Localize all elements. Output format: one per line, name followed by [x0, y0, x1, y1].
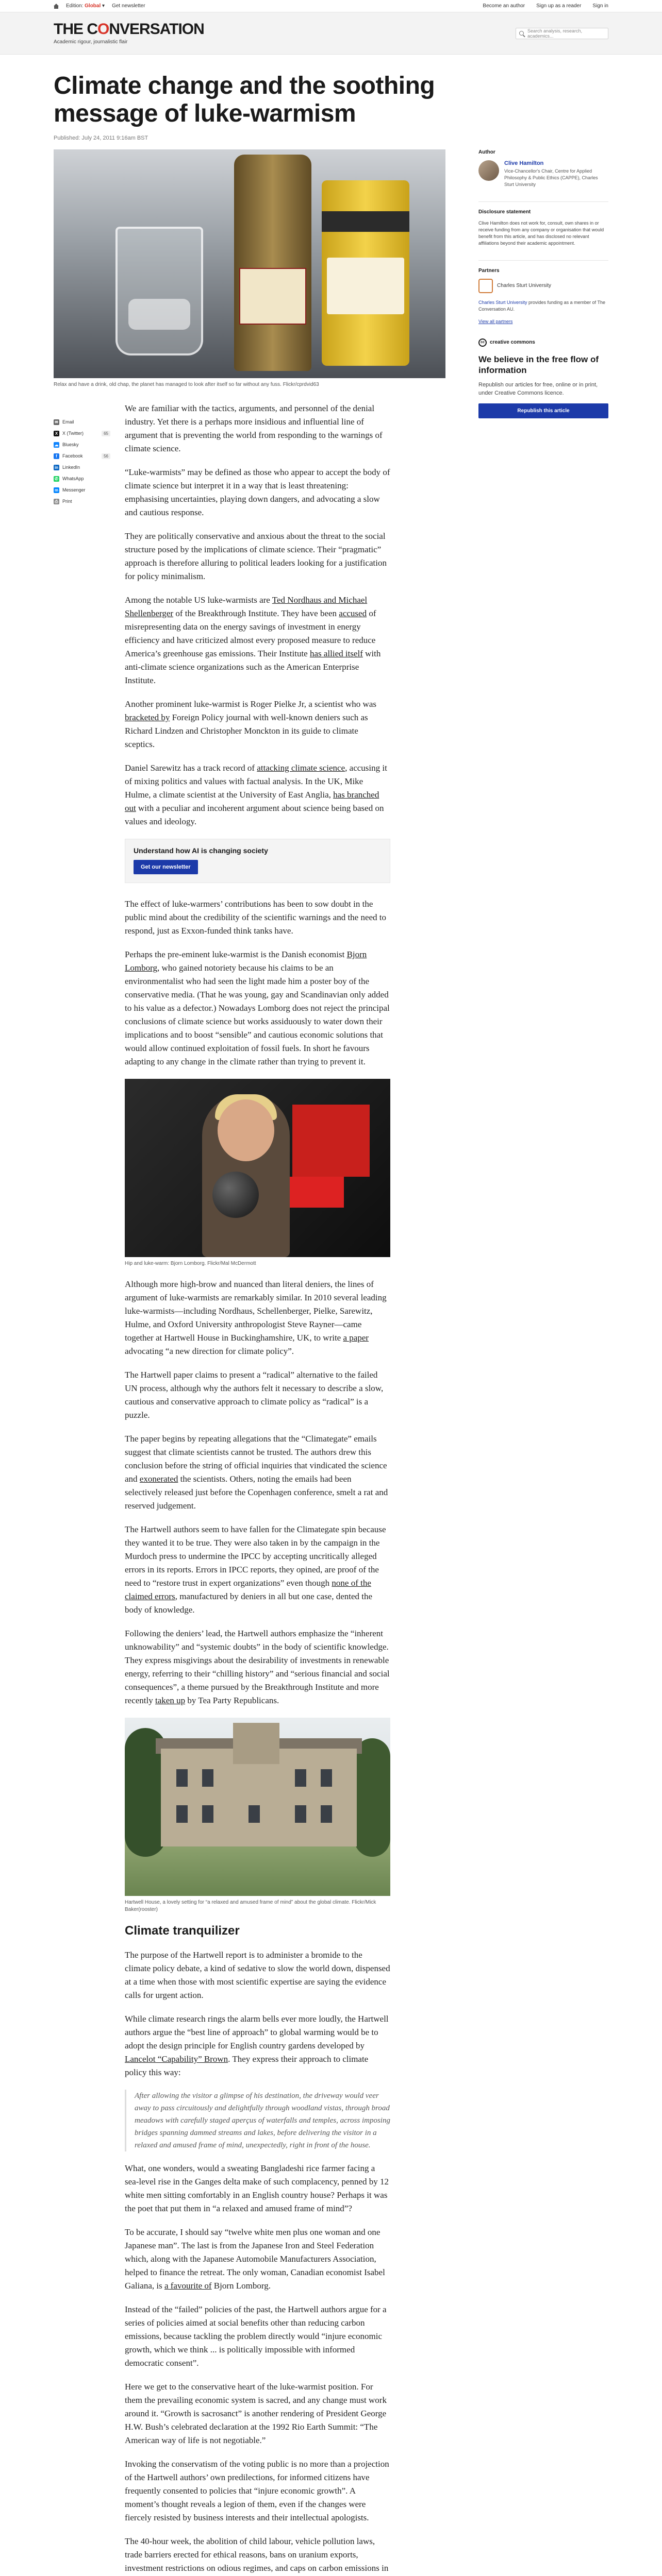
partners-heading: Partners	[478, 268, 500, 274]
paragraph: Here we get to the conservative heart of the luke-warmist position. For them the prevailing economic system is sacred, and any change must work around it. “Growth is sacrosanct” is another rendering of President George H.W. Bush’s celebrated declaration at the 1992 Rio Earth Summit: “The American way of life is not negotiable.”	[125, 2382, 387, 2445]
share-twitter[interactable]	[54, 429, 110, 438]
text-run: The Hartwell authors seem to have fallen for the Climategate spin because they wanted it to be true. They were also taken in by the campaign in the Murdoch press to undermine the IPCC by accepting uncritically alleged errors in its reports. Errors in IPCC reports, they opined, are proof of the need to “restore trust in expert organizations” even though	[125, 1524, 386, 1588]
text-run: , who gained notoriety because his claims to be an environmentalist who had seen the light made him a poster boy of the conservative media. (That he was young, gay and Scandinavian only added to his value as a defector.) Nowadays Lomborg does not reject the principal conclusions of climate science but works assiduously to water down their implications and to boost “sensible” and cautious economic solutions that would allow continued exploitation of fossil fuels. In short he favours adapting to any change in the climate rather than trying to prevent it.	[125, 963, 390, 1066]
text-run: Bjorn Lomborg.	[211, 2281, 271, 2291]
paragraph: What, one wonders, would a sweating Bangladeshi rice farmer facing a sea-level rise in the Ganges delta make of such complacency, penned by 12 white men sitting comfortably in an English country house? Perhaps it was the poet that put them in “a relaxed and amused frame of mind”?	[125, 2163, 389, 2213]
cc-icon: cc	[478, 338, 487, 347]
paragraph: Invoking the conservatism of the voting public is no more than a projection of the Hartwell authors’ own predilections, for informed citizens have frequently consented to policies that “injure economic growth”. A moment’s thought reveals a legion of them, even if the changes were fiercely resisted by business interests and their intellectual apologists.	[125, 2459, 389, 2522]
partner-logo-icon	[478, 279, 493, 293]
lomborg-image	[125, 1079, 390, 1257]
logo-text-start: THE C	[54, 21, 97, 38]
paragraph	[125, 1523, 390, 1617]
window-shape	[321, 1805, 332, 1823]
share-twitter-label: X (Twitter)	[62, 431, 84, 436]
paragraph	[125, 2012, 390, 2079]
text-run: provides funding as a member of The Conversation AU.	[478, 300, 605, 312]
exonerated-link[interactable]: exonerated	[139, 1474, 178, 1484]
text-run: While climate research rings the alarm bells ever more loudly, the Hartwell authors argue the “best line of approach” to global warming would be to adopt the design principle for English country gardens developed by	[125, 2014, 389, 2050]
block-quote: After allowing the visitor a glimpse of his destination, the driveway would veer away to pass circuitously and delightfully through woodland vistas, through broad meadows with carefully staged aperçus of waterfalls and temples, across imposing bridges spanning dammed streams and lakes, before delivering the visitor in a relaxed and amused frame of mind, unexpectedly, right in front of the house.	[125, 2090, 390, 2151]
site-tagline: Academic rigour, journalistic flair	[54, 39, 128, 45]
paragraph: The Hartwell paper claims to present a “radical” alternative to the failed UN process, although why the authors felt it necessary to describe a slow, cautious and conservative approach to climate policy as “radical” is a puzzle.	[125, 1370, 384, 1420]
youtube-backdrop-shape	[287, 1177, 344, 1208]
bracketed-link[interactable]: bracketed by	[125, 713, 170, 722]
window-shape	[202, 1769, 213, 1787]
lomborg-caption: Hip and luke-warm: Bjorn Lomborg. Flickr/Mal McDermott	[125, 1261, 256, 1266]
facebook-icon: f	[54, 453, 59, 459]
share-linkedin[interactable]	[54, 463, 110, 472]
hero-image	[54, 149, 445, 378]
paragraph	[125, 698, 390, 751]
x-icon: X	[54, 431, 59, 436]
share-facebook-label: Facebook	[62, 453, 83, 459]
section-heading: Climate tranquilizer	[125, 1924, 240, 1938]
paragraph	[125, 2226, 390, 2293]
accused-link[interactable]: accused	[339, 608, 367, 618]
search-icon	[519, 31, 524, 36]
cnn-backdrop-shape	[292, 1105, 370, 1177]
whatsapp-icon: ✆	[54, 476, 59, 482]
email-icon: ✉	[54, 419, 59, 425]
text-run: with a peculiar and incoherent argument about science being based on values and ideology.	[125, 803, 384, 826]
text-run: of the Breakthrough Institute. They have been	[173, 608, 339, 618]
text-run: To be accurate, I should say “twelve white men plus one woman and one Japanese man”. The last is from the Japanese Iron and Steel Federation which, along with the Japanese Automobile Manufacturers Association, helped to finance the retreat. The only woman, Canadian economist Isabel Galiana, is	[125, 2227, 385, 2291]
attacking-science-link[interactable]: attacking climate science	[257, 763, 345, 773]
cc-label: creative commons	[490, 340, 535, 345]
hero-caption: Relax and have a drink, old chap, the planet has managed to look after itself so far without any fuss. Flickr/cprdvid63	[54, 382, 319, 387]
home-icon[interactable]	[54, 4, 59, 9]
lomborg-link[interactable]: Bjorn Lomborg	[125, 950, 367, 973]
text-run: Although more high-brow and nuanced than literal deniers, the lines of argument of luke-warmists are remarkably similar. In 2010 several leading luke-warmists—including Nordhaus, Schellenberger, Pielke, Sarewitz, Hulme, and Oxford University anthropologist Steve Rayner—came together at Hartwell House in Buckinghamshire, UK, to write	[125, 1279, 387, 1343]
claimed-errors-link[interactable]: none of the claimed errors	[125, 1578, 371, 1601]
partner-link[interactable]: Charles Sturt University	[478, 300, 527, 305]
text-run: the scientists. Others, noting the emails had been selectively released just before the Copenhagen conference, smelt a rat and reserved judgement.	[125, 1474, 388, 1511]
share-column	[54, 417, 110, 508]
tower-shape	[233, 1723, 279, 1764]
text-run: Daniel Sarewitz has a track record of	[125, 763, 257, 773]
share-bluesky[interactable]	[54, 440, 110, 449]
house-caption: Hartwell House, a lovely setting for “a relaxed and amused frame of mind” about the global climate. Flickr/Mick Baker(rooster)	[125, 1900, 376, 1912]
edition-selector[interactable]	[66, 3, 105, 9]
favourite-link[interactable]: a favourite of	[164, 2281, 212, 2291]
article-header	[54, 72, 445, 141]
edition-value[interactable]: Global	[85, 3, 101, 9]
can-label-shape	[327, 258, 404, 314]
chevron-down-icon: ▾	[102, 3, 105, 9]
text-run: , manufactured by deniers in all but one case, dented the body of knowledge.	[125, 1591, 373, 1615]
author-role: Vice-Chancellor's Chair, Centre for Applied Philosophy & Public Ethics (CAPPE), Charles Sturt University	[504, 168, 598, 187]
hartwell-paper-link[interactable]: a paper	[343, 1333, 369, 1343]
window-shape	[176, 1805, 188, 1823]
edition-label: Edition:	[66, 3, 84, 9]
paragraph	[125, 948, 390, 1069]
share-email[interactable]	[54, 417, 110, 427]
paragraph: They are politically conservative and anxious about the threat to the social structure posed by the implications of climate science. Their “pragmatic” approach is therefore alluring to political leaders looking for a justification for policy minimalism.	[125, 531, 387, 581]
text-run: Following the deniers’ lead, the Hartwell authors emphasize the “inherent unknowability” and “systemic doubts” in the body of scientific knowledge. They express misgivings about the desirability of investments in renewable energy, referring to their “chilling history” and “serious financial and social consequences”, a theme pursued by the Breakthrough Institute and more recently	[125, 1629, 390, 1705]
site-logo[interactable]	[54, 22, 204, 45]
text-run: by Tea Party Republicans.	[185, 1696, 279, 1705]
face-shape	[218, 1099, 274, 1161]
messenger-icon: m	[54, 487, 59, 493]
paragraph	[125, 761, 390, 828]
search-placeholder: Search analysis, research, academics...	[527, 28, 583, 39]
logo-text-accent: O	[97, 21, 109, 38]
logo-text-end: NVERSATION	[109, 21, 204, 38]
top-bar	[0, 0, 662, 12]
divider	[478, 201, 608, 202]
share-bluesky-label: Bluesky	[62, 442, 79, 447]
branched-out-link[interactable]: has branched out	[125, 790, 379, 813]
divider	[478, 260, 608, 261]
bluesky-icon: ☁	[54, 442, 59, 447]
share-facebook-count: 56	[102, 453, 110, 459]
sidebar	[478, 149, 608, 418]
paragraph: The 40-hour week, the abolition of child labour, vehicle pollution laws, trade barriers erected for ethical reasons, bans on uranium exports, investment restrictions on odious regimes, and caps on carbon emissions in	[125, 2536, 389, 2573]
tree-shape	[354, 1738, 390, 1857]
author-name[interactable]: Clive Hamilton	[504, 160, 544, 166]
text-run: Another prominent luke-warmist is Roger Pielke Jr, a scientist who was	[125, 699, 376, 709]
article-body	[125, 402, 390, 2576]
bottle-shape	[234, 155, 311, 371]
share-whatsapp-label: WhatsApp	[62, 476, 84, 481]
share-whatsapp[interactable]	[54, 474, 110, 483]
newsletter-title: Understand how AI is changing society	[134, 846, 268, 855]
hartwell-house-image	[125, 1718, 390, 1896]
paragraph: “Luke-warmists” may be defined as those who appear to accept the body of climate science but interpret it in a way that is least threatening: emphasising uncertainties, playing down dangers, and advocating a slow and cautious response.	[125, 467, 390, 517]
share-twitter-count: 65	[102, 431, 110, 436]
paragraph	[125, 1278, 390, 1358]
republish-heading: We believe in the free flow of information	[478, 354, 599, 375]
republish-description: Republish our articles for free, online or in print, under Creative Commons licence.	[478, 382, 598, 396]
sign-in-link[interactable]: Sign in	[592, 3, 608, 9]
share-messenger[interactable]	[54, 485, 110, 495]
ice-shape	[128, 299, 190, 330]
partner-text	[478, 299, 608, 313]
view-all-partners-link[interactable]: View all partners	[478, 319, 513, 324]
nordhaus-shellenberger-link[interactable]: Ted Nordhaus and Michael Shellenberger	[125, 595, 368, 618]
creative-commons-logo	[478, 338, 608, 347]
text-run: Perhaps the pre-eminent luke-warmist is the Danish economist	[125, 950, 347, 959]
disclosure-heading: Disclosure statement	[478, 209, 531, 215]
sign-up-reader-link[interactable]: Sign up as a reader	[536, 3, 582, 9]
text-run: The paper begins by repeating allegations that the “Climategate” emails suggest that climate scientists cannot be trusted. The authors drew this conclusion before the string of official inquiries that vindicated the science and	[125, 1434, 387, 1484]
author-card[interactable]	[478, 160, 608, 188]
site-header	[0, 12, 662, 55]
print-icon: ⎙	[54, 499, 59, 504]
partner-name: Charles Sturt University	[497, 283, 552, 289]
paragraph: Instead of the “failed” policies of the past, the Hartwell authors argue for a series of policies aimed at social benefits other than reducing carbon emissions, because tackling the problem directly would “injure economic growth, which we think ... is politically impossible with informed democratic consent”.	[125, 2304, 387, 2368]
text-run: . They express their approach to climate policy this way:	[125, 2054, 369, 2077]
linkedin-icon: in	[54, 465, 59, 470]
text-run: Among the notable US luke-warmists are	[125, 595, 272, 605]
article-title: Climate change and the soothing message of luke-warmism	[54, 72, 435, 127]
share-facebook[interactable]	[54, 451, 110, 461]
window-shape	[176, 1769, 188, 1787]
search-input[interactable]	[516, 28, 608, 39]
get-newsletter-button[interactable]: Get our newsletter	[134, 860, 198, 874]
paragraph: The purpose of the Hartwell report is to administer a bromide to the climate policy debate, a kind of sedative to slow the world down, dispensed at a time when those with most scientific expertise are saying the evidence calls for urgent action.	[125, 1950, 390, 2000]
taken-up-link[interactable]: taken up	[155, 1696, 186, 1705]
share-linkedin-label: LinkedIn	[62, 465, 80, 470]
partner-logo[interactable]	[478, 279, 608, 293]
text-run: Foreign Policy journal with well-known deniers such as Richard Lindzen and Christopher Monckton in its guide to climate sceptics.	[125, 713, 368, 749]
glass-shape	[115, 227, 203, 355]
window-shape	[295, 1769, 306, 1787]
share-print-label: Print	[62, 499, 72, 504]
window-shape	[295, 1805, 306, 1823]
paragraph: The effect of luke-warmers’ contributions has been to sow doubt in the public mind about the credibility of the scientific warnings and the need to respond, just as Exxon-funded think tanks have.	[125, 899, 387, 936]
share-messenger-label: Messenger	[62, 487, 86, 493]
published-date: Published: July 24, 2011 9:16am BST	[54, 135, 148, 141]
paragraph	[125, 1432, 390, 1513]
share-print[interactable]	[54, 497, 110, 506]
paragraph	[125, 1627, 390, 1707]
capability-brown-link[interactable]: Lancelot “Capability” Brown	[125, 2054, 228, 2064]
get-newsletter-link[interactable]: Get newsletter	[112, 3, 145, 9]
become-author-link[interactable]: Become an author	[483, 3, 525, 9]
allied-link[interactable]: has allied itself	[309, 649, 363, 658]
republish-button[interactable]: Republish this article	[478, 403, 608, 418]
text-run: of misrepresenting data on the energy savings of investment in energy efficiency and have criticized almost every proposed measure to reduce America’s greenhouse gas emissions. Their Institute	[125, 608, 376, 658]
paragraph	[125, 594, 390, 687]
can-band-shape	[322, 211, 409, 232]
text-run: , accusing it of mixing politics and values with factual analysis. In the UK, Mike Hulme, a climate scientist at the University of East Anglia,	[125, 763, 387, 800]
share-email-label: Email	[62, 419, 74, 425]
text-run: advocating “a new direction for climate policy”.	[125, 1346, 294, 1356]
text-run: with anti-climate science organizations such as the American Enterprise Institute.	[125, 649, 381, 685]
window-shape	[249, 1805, 260, 1823]
paragraph: We are familiar with the tactics, arguments, and personnel of the denial industry. Yet there is a perhaps more insidious and influential line of argument that is preventing the world from responding to the warnings of climate science.	[125, 403, 383, 453]
author-heading: Author	[478, 149, 495, 155]
window-shape	[202, 1805, 213, 1823]
bottle-label-shape	[239, 268, 306, 325]
avatar[interactable]	[478, 160, 499, 181]
disclosure-text: Clive Hamilton does not work for, consult, own shares in or receive funding from any company or organisation that would benefit from this article, and has disclosed no relevant affiliations beyond their academic appointment.	[478, 221, 604, 246]
ball-shape	[212, 1172, 259, 1218]
newsletter-promo	[125, 839, 390, 883]
window-shape	[321, 1769, 332, 1787]
